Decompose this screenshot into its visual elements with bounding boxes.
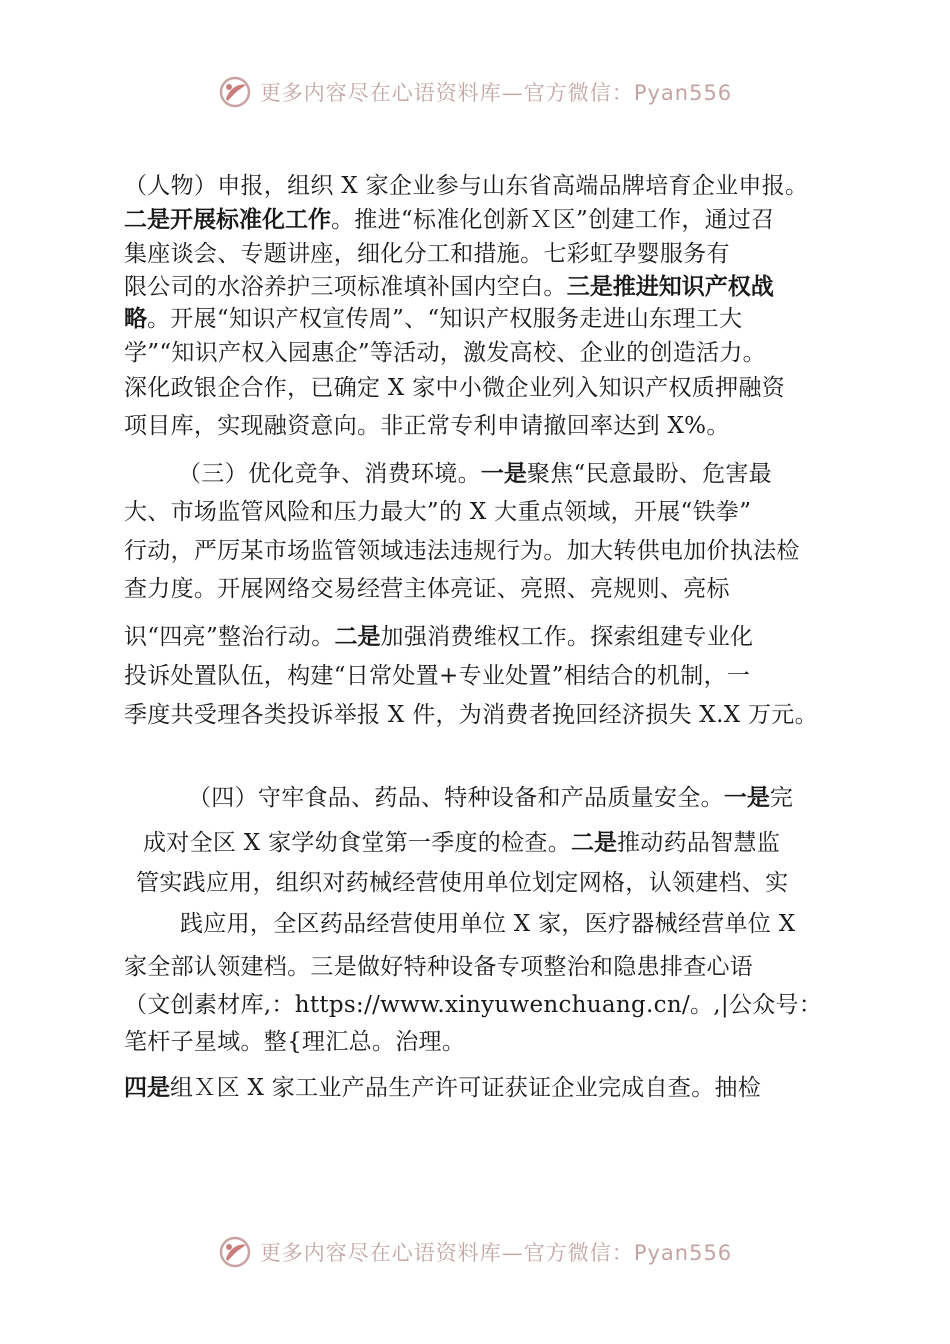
- text-run: 季度共受理各类投诉举报 X 件，为消费者挽回经济损失 X.X 万元。: [124, 702, 818, 728]
- bold-run: 略: [124, 306, 147, 332]
- text-line: [124, 536, 800, 566]
- text-line: [124, 952, 753, 982]
- text-run: 管实践应用，组织对药械经营使用单位划定网格，认领建档、实: [136, 870, 789, 896]
- text-line: [124, 171, 808, 201]
- watermark-banner-bottom: [0, 1232, 950, 1272]
- text-line: [124, 497, 751, 527]
- text-run: 笔杆子星域。整{理汇总。治理。: [124, 1029, 466, 1055]
- text-line: [124, 338, 766, 368]
- text-run: 推动药品智慧监: [617, 830, 781, 856]
- text-run: 成对全区 X 家学幼食堂第一季度的检查。: [143, 830, 571, 856]
- text-line: [124, 990, 822, 1020]
- text-line: [124, 373, 785, 403]
- watermark-wechat-id: Pyan556: [633, 1241, 733, 1265]
- text-run: 聚焦“民意最盼、危害最: [526, 461, 772, 487]
- bold-run: 二是: [571, 830, 617, 856]
- text-run: 项目库，实现融资意向。非正常专利申请撤回率达到 X%。: [124, 413, 730, 439]
- text-line: [143, 828, 780, 858]
- watermark-text-main: 更多内容尽在心语资料库—官方微信：: [259, 81, 634, 105]
- text-run: 。推进“标准化创新Ｘ区”创建工作，通过召: [331, 207, 775, 233]
- text-run: 投诉处置队伍，构建“日常处置+专业处置”相结合的机制，一: [124, 663, 751, 689]
- text-run: 行动，严厉某市场监管领域违法违规行为。加大转供电加价执法检: [124, 538, 800, 564]
- text-run: 。开展“知识产权宣传周”、“知识产权服务走进山东理工大: [147, 306, 743, 332]
- bold-run: 二是开展标准化工作: [124, 207, 331, 233]
- text-line: [124, 700, 818, 730]
- bold-run: 二是: [334, 624, 381, 650]
- text-line: [188, 783, 793, 813]
- text-run: 完: [769, 785, 794, 811]
- text-line: [124, 304, 742, 334]
- text-line: [136, 868, 788, 898]
- text-line: [124, 622, 753, 652]
- text-line: [124, 411, 730, 441]
- text-line: [124, 661, 750, 691]
- text-run: 加强消费维权工作。探索组建专业化: [380, 624, 754, 650]
- text-run: 组Ｘ区 X 家工业产品生产许可证获证企业完成自查。抽检: [170, 1075, 762, 1101]
- text-line: [180, 909, 795, 939]
- text-run: （文创素材库,：https://www.xinyuwenchuang.cn/。,|公众号：: [124, 992, 823, 1018]
- text-run: 大、市场监管风险和压力最大”的 X 大重点领域，开展“铁拳”: [124, 499, 752, 525]
- text-line: [124, 1027, 465, 1057]
- text-line: [124, 239, 730, 269]
- text-run: 家全部认领建档。三是做好特种设备专项整治和隐患排查心语: [124, 954, 754, 980]
- watermark-wechat-id: Pyan556: [633, 81, 733, 105]
- text-line: [124, 272, 774, 302]
- text-run: 查力度。开展网络交易经营主体亮证、亮照、亮规则、亮标: [124, 576, 730, 602]
- text-line: [124, 205, 775, 235]
- text-line: [178, 459, 772, 489]
- text-run: 学”“知识产权入园惠企”等活动，激发高校、企业的创造活力。: [124, 340, 766, 366]
- text-run: 识“四亮”整治行动。: [124, 624, 335, 650]
- bold-run: 一是: [723, 785, 770, 811]
- text-line: [124, 574, 730, 604]
- bold-run: 三是推进知识产权战: [566, 274, 774, 300]
- watermark-text-main: 更多内容尽在心语资料库—官方微信：: [259, 1241, 634, 1265]
- text-run: 深化政银企合作，已确定 X 家中小微企业列入知识产权质押融资: [124, 375, 785, 401]
- text-run: （四）守牢食品、药品、特种设备和产品质量安全。: [188, 785, 724, 811]
- text-run: 集座谈会、专题讲座，细化分工和措施。七彩虹孕婴服务有: [124, 241, 730, 267]
- watermark-logo-icon: [218, 1235, 252, 1269]
- text-run: （人物）申报，组织 X 家企业参与山东省高端品牌培育企业申报。: [124, 173, 809, 199]
- text-line: [124, 1073, 761, 1103]
- bold-run: 四是: [124, 1075, 170, 1101]
- bold-run: 一是: [480, 461, 527, 487]
- text-run: 限公司的水浴养护三项标准填补国内空白。: [124, 274, 567, 300]
- text-run: （三）优化竞争、消费环境。: [178, 461, 481, 487]
- watermark-text: [260, 1237, 732, 1267]
- text-run: 践应用，全区药品经营使用单位 X 家，医疗器械经营单位 X: [180, 911, 796, 937]
